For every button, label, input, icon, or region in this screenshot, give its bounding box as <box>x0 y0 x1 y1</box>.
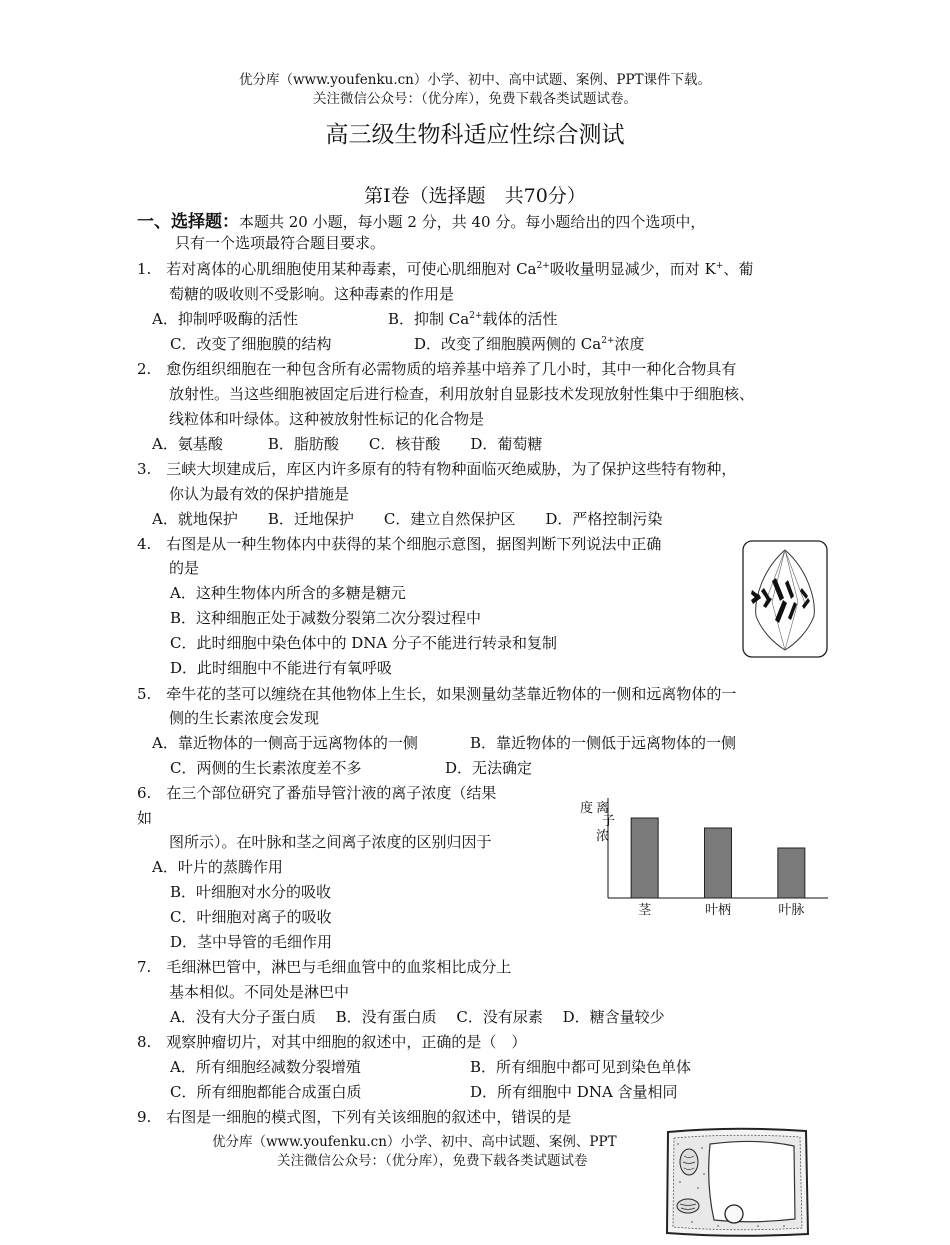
vacuole <box>709 1141 795 1221</box>
footer-line-1: 优分库（www.youfenku.cn）小学、初中、高中试题、案例、PPT <box>212 1134 617 1150</box>
q6-option-b: B．叶细胞对水分的吸收 <box>170 883 332 901</box>
part1-desc-1: 本题共 20 小题，每小题 2 分，共 40 分。每小题给出的四个选项中， <box>239 213 706 231</box>
q4-line-1: 4. 右图是从一种生物体内中获得的某个细胞示意图，据图判断下列说法中正确 <box>137 535 662 553</box>
q1-b-sup: 2+ <box>469 311 483 321</box>
q1-option-d <box>414 333 645 354</box>
q6-line-1b: 如 <box>137 809 153 827</box>
q4-option-a: A．这种生物体内所含的多糖是糖元 <box>170 584 406 602</box>
chart-ylabel <box>580 800 615 844</box>
chart-ylabel-char-4: 度 <box>580 801 594 816</box>
q1-text-b: 吸收量明显减少，而对 K <box>549 260 716 278</box>
chart-ylabel-char-3: 浓 <box>596 829 610 844</box>
part1-label: 一、选择题： <box>137 212 239 232</box>
q1-d-sup: 2+ <box>601 336 615 346</box>
header-line-2: 关注微信公众号：（优分库），免费下载各类试题试卷。 <box>313 91 637 107</box>
q7-line-2: 基本相似。不同处是淋巴中 <box>169 983 350 1001</box>
q3-line-1: 3. 三峡大坝建成后，库区内许多原有的特有物种面临灭绝威胁，为了保护这些特有物种， <box>137 460 737 478</box>
header-line-1: 优分库（www.youfenku.cn）小学、初中、高中试题、案例、PPT课件下载。 <box>238 72 712 88</box>
part1-intro <box>137 207 705 232</box>
q4-option-b: B．这种细胞正处于减数分裂第二次分裂过程中 <box>170 609 482 627</box>
chloroplast-2 <box>677 1199 699 1213</box>
q2-options: A．氨基酸 B．脂肪酸 C．核苷酸 D．葡萄糖 <box>152 435 543 453</box>
q4-option-c: C．此时细胞中染色体中的 DNA 分子不能进行转录和复制 <box>170 634 557 652</box>
part1-desc-2: 只有一个选项最符合题目要求。 <box>175 234 386 252</box>
q5-line-1: 5. 牵牛花的茎可以缠绕在其他物体上生长，如果测量幼茎靠近物体的一侧和远离物体的一 <box>137 685 737 703</box>
q5-option-d: D．无法确定 <box>445 759 533 777</box>
q1-line-1 <box>137 258 753 279</box>
q7-options: A．没有大分子蛋白质 B．没有蛋白质 C．没有尿素 D．糖含量较少 <box>170 1008 665 1026</box>
q6-line-2: 图所示）。在叶脉和茎之间离子浓度的区别归因于 <box>169 833 492 851</box>
chart-tick-label-2: 叶柄 <box>704 903 732 918</box>
chart-ylabel-char-2: 子 <box>602 814 616 829</box>
q6-option-c: C．叶细胞对离子的吸收 <box>170 908 332 926</box>
chart-tick-label-3: 叶脉 <box>778 903 805 918</box>
q8-option-a: A．所有细胞经减数分裂增殖 <box>170 1058 361 1076</box>
q4-option-d: D．此时细胞中不能进行有氧呼吸 <box>170 659 393 677</box>
page-title: 高三级生物科适应性综合测试 <box>325 122 625 148</box>
q2-line-2: 放射性。当这些细胞被固定后进行检查，利用放射自显影技术发现放射性集中于细胞核、 <box>169 385 755 403</box>
section-title: 第I卷（选择题 共70分） <box>364 185 586 207</box>
q1-text-c: 、葡 <box>723 260 754 278</box>
chart-bar-3 <box>778 848 805 898</box>
q6-option-a: A．叶片的蒸腾作用 <box>152 858 283 876</box>
q1-option-c: C．改变了细胞膜的结构 <box>170 335 332 353</box>
ion-concentration-chart <box>570 790 840 925</box>
q1-text-a: 1. 若对离体的心肌细胞使用某种毒素，可使心肌细胞对 Ca <box>137 260 537 278</box>
q1-sup-k: + <box>715 261 724 271</box>
q8-option-d: D．所有细胞中 DNA 含量相同 <box>470 1083 678 1101</box>
q4-line-2: 的是 <box>169 559 200 577</box>
chart-bar-1 <box>631 818 658 898</box>
chart-bar-2 <box>705 828 732 898</box>
q5-option-c: C．两侧的生长素浓度差不多 <box>170 759 362 777</box>
q5-line-2: 侧的生长素浓度会发现 <box>169 709 320 727</box>
q5-option-a: A．靠近物体的一侧高于远离物体的一侧 <box>152 734 418 752</box>
q1-sup-ca: 2+ <box>536 261 550 271</box>
q1-b-text-1: B．抑制 Ca <box>388 310 470 328</box>
q8-line-1: 8. 观察肿瘤切片，对其中细胞的叙述中，正确的是（ ） <box>137 1033 527 1051</box>
q3-line-2: 你认为最有效的保护措施是 <box>169 485 350 503</box>
chart-bars <box>631 818 805 898</box>
q1-d-text-2: 浓度 <box>614 335 645 353</box>
q1-b-text-2: 载体的活性 <box>482 310 558 328</box>
chloroplast-1 <box>680 1149 698 1175</box>
q8-option-c: C．所有细胞都能合成蛋白质 <box>170 1083 362 1101</box>
nucleus <box>725 1205 743 1223</box>
q6-line-1: 6. 在三个部位研究了番茄导管汁液的离子浓度（结果 <box>137 784 497 802</box>
chart-ylabel-char-1: 离 <box>596 801 610 816</box>
q5-option-b: B．靠近物体的一侧低于远离物体的一侧 <box>470 734 737 752</box>
q8-option-b: B．所有细胞中都可见到染色单体 <box>470 1058 692 1076</box>
q9-line-1: 9. 右图是一细胞的模式图，下列有关该细胞的叙述中，错误的是 <box>137 1108 572 1126</box>
cell-division-figure <box>742 540 828 658</box>
q6-option-d: D．茎中导管的毛细作用 <box>170 933 333 951</box>
q1-d-text-1: D．改变了细胞膜两侧的 Ca <box>414 335 602 353</box>
plant-cell-figure <box>662 1124 812 1239</box>
q7-line-1: 7. 毛细淋巴管中，淋巴与毛细血管中的血浆相比成分上 <box>137 958 512 976</box>
q2-line-3: 线粒体和叶绿体。这种被放射性标记的化合物是 <box>169 410 485 428</box>
q1-option-a: A．抑制呼吸酶的活性 <box>152 310 298 328</box>
q3-options: A．就地保护 B．迁地保护 C．建立自然保护区 D．严格控制污染 <box>152 510 663 528</box>
chart-tick-labels <box>638 902 804 918</box>
chart-tick-label-1: 茎 <box>638 903 652 918</box>
q2-line-1: 2. 愈伤组织细胞在一种包含所有必需物质的培养基中培养了几小时，其中一种化合物具有 <box>137 360 737 378</box>
q1-option-b <box>388 308 558 329</box>
q1-line-2: 萄糖的吸收则不受影响。这种毒素的作用是 <box>169 285 455 303</box>
footer-line-2: 关注微信公众号：（优分库），免费下载各类试题试卷 <box>277 1153 588 1169</box>
